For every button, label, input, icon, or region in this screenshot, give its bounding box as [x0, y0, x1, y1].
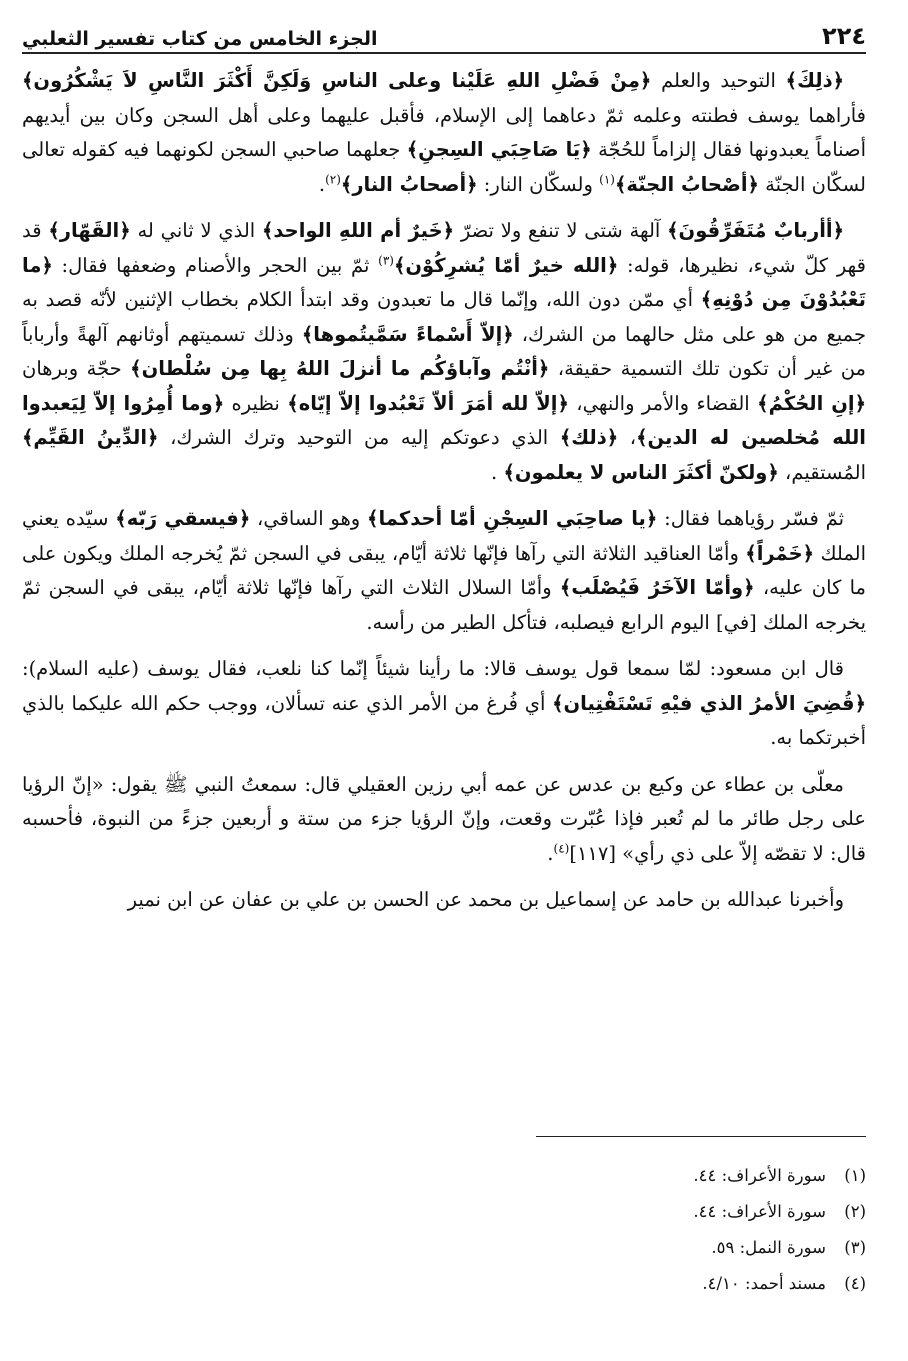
footnote-number: (٣)	[844, 1238, 866, 1257]
quran-quote: ﴿وما أُمِرُوا إلاّ لِيَعبدوا الله مُخلصين له الدين﴾	[22, 391, 866, 449]
footnote	[22, 1266, 866, 1302]
text-run: حجّة وبرهان	[22, 357, 131, 380]
text-run: وأمّا العناقيد الثلاثة التي رآها فإنّها ثلاثة أيّام، يبقى في السجن ثمّ يُخرجه الملك ويكون على ما كان عليه،	[22, 541, 866, 599]
quran-quote: ﴿أنْتُم وآباؤكُم ما أنزلَ اللهُ بِها مِن سُلْطان﴾	[130, 357, 550, 380]
paragraph	[22, 214, 866, 490]
header-title: الجزء الخامس من كتاب تفسير الثعلبي	[22, 28, 378, 50]
quran-quote: ﴿إلاّ أَسْماءً سَمَّيتُموها﴾	[301, 322, 514, 346]
text-run: .	[491, 460, 504, 484]
paragraph	[22, 883, 866, 918]
paragraph	[22, 502, 866, 640]
quran-quote: ﴿ذلك﴾	[559, 426, 619, 449]
page-number: ٢٢٤	[822, 22, 866, 50]
text-run: الذي لا ثاني له	[130, 219, 262, 242]
text-run: .	[318, 172, 326, 196]
text-run: ،	[618, 426, 637, 449]
book-page	[22, 10, 866, 1361]
footnote-number: (١)	[844, 1166, 866, 1185]
text-run: وهو الساقي،	[250, 507, 368, 530]
text-run: قال ابن مسعود: لمّا سمعا قول يوسف قالا: ما رأينا شيئاً إنّما كنا نلعب، فقال يوسف (عليه السلام):	[22, 657, 844, 680]
quran-quote: ﴿الله خيرٌ أمّا يُشرِكُوْن﴾	[393, 253, 619, 277]
footnote-ref: (٤)	[553, 841, 570, 855]
text-run: ثمّ بين الحجر والأصنام وضعفها فقال:	[52, 253, 379, 277]
quran-quote: ﴿قُضِيَ الأمرُ الذي فيْهِ تَسْتَفْتِيان﴾	[552, 691, 867, 715]
footnote	[22, 1230, 866, 1266]
paragraph	[22, 652, 866, 756]
footnote-number: (٤)	[844, 1274, 866, 1293]
text-run: وأخبرنا عبدالله بن حامد عن إسماعيل بن محمد عن الحسن بن علي بن عفان عن ابن نمير	[127, 888, 844, 911]
text-run: الذي دعوتكم إليه من التوحيد وترك الشرك،	[158, 426, 560, 449]
text-run: وذلك تسميتهم أوثانهم آلهةً وأرباباً من غير أن تكون تلك التسمية حقيقة،	[22, 322, 866, 380]
footnote-number: (٢)	[844, 1202, 866, 1221]
quran-quote: ﴿ذلِكَ﴾	[785, 69, 845, 92]
main-text	[22, 64, 866, 918]
text-run: وأمّا السلال الثلاث التي رآها فإنّها ثلاثة أيّام، يبقى في السجن ثمّ يخرجه الملك [في] اليوم الرابع فيصلبه، فتأكل الطير من رأسه.	[22, 576, 866, 634]
quran-quote: ﴿أأربابٌ مُتَفَرِّقُونَ﴾	[667, 219, 845, 242]
quran-quote: ﴿أصْحابُ الجنّة﴾	[614, 172, 759, 196]
quran-quote: ﴿ولكنّ أكثَرَ الناس لا يعلمون﴾	[503, 460, 779, 484]
quran-quote: ﴿مِنْ فَضْلِ اللهِ عَلَيْنا وعلى الناسِ وَلَكِنَّ أَكْثَرَ النَّاسِ لاَ يَشْكُرُون﴾	[22, 69, 652, 92]
footnote-ref: (١)	[599, 172, 615, 186]
quran-quote: ﴿أصحابُ النار﴾	[340, 172, 478, 196]
text-run: أي فُرغ من الأمر الذي عنه تسألان، ووجب حكم الله عليكما بالذي أخبرتكما به.	[22, 691, 866, 749]
footnote-text: سورة النمل: ٥٩.	[711, 1238, 826, 1257]
footnote-text: سورة الأعراف: ٤٤.	[693, 1166, 826, 1185]
text-run: سيّده يعني الملك	[22, 507, 866, 565]
quran-quote: ﴿القَهّار﴾	[48, 219, 131, 242]
quran-quote: ﴿إنِ الحُكْمُ﴾	[757, 391, 867, 415]
footnote-text: مسند أحمد: ٤/١٠.	[702, 1274, 826, 1293]
text-run: المُستقيم،	[778, 460, 866, 484]
paragraph	[22, 768, 866, 872]
quran-quote: ﴿يَا صَاحِبَي السِجنِ﴾	[406, 138, 592, 161]
footnote	[22, 1194, 866, 1230]
text-run: معلّى بن عطاء عن وكيع بن عدس عن عمه أبي رزين العقيلي قال: سمعتُ النبي ﷺ يقول: «إنّ الرؤيا على رجل طائر ما لم تُعبر فإذا عُبّرت وقعت، وإنّ الرؤيا جزء من ستة و أربعين جزءً من النبوة، فأحسبه قال: لا تقصّه إلاّ على ذي رأي» [١١٧]	[22, 772, 866, 865]
footnote-divider	[536, 1136, 866, 1137]
text-run: فأراهما يوسف فطنته وعلمه ثمّ دعاهما إلى الإسلام، فأقبل عليهما وعلى أهل السجن وكان بين أيديهم أصناماً يعبدونها فقال إلزاماً للحُجّة	[22, 103, 867, 161]
running-header	[22, 10, 866, 54]
text-run: أي ممّن دون الله، وإنّما قال ما تعبدون وقد ابتدأ الكلام بخطاب الإثنين لأنّه قصد به جميع من هو على مثل حالهما من الشرك،	[22, 288, 866, 346]
footnote-ref: (٢)	[325, 172, 341, 186]
quran-quote: ﴿ما تَعْبُدُوْنَ مِن دُوْنِهِ﴾	[22, 253, 866, 311]
text-run: .	[547, 841, 554, 865]
footnote-ref: (٣)	[378, 253, 394, 267]
footnote-text: سورة الأعراف: ٤٤.	[693, 1202, 826, 1221]
text-run: نظيره	[224, 391, 288, 415]
text-run: القضاء والأمر والنهي،	[568, 391, 758, 415]
quran-quote: ﴿الدِّينُ القَيِّم﴾	[22, 426, 159, 449]
text-run: التوحيد والعلم	[651, 69, 786, 92]
quran-quote: ﴿يا صاحِبَي السِجْنِ أمّا أحدكما﴾	[367, 507, 658, 530]
quran-quote: ﴿خَيرٌ أم اللهِ الواحد﴾	[261, 219, 455, 242]
text-run: آلهة شتى لا تنفع ولا تضرّ	[454, 219, 668, 242]
text-run: جعلهما صاحبي السجن لكونهما فيه كقوله تعالى لسكّان الجنّة	[22, 138, 866, 196]
text-run: ولسكّان النار:	[477, 172, 600, 196]
footnote	[22, 1158, 866, 1194]
quran-quote: ﴿وأمّا الآخَرُ فَيُصْلَب﴾	[559, 576, 755, 599]
quran-quote: ﴿خَمْراً﴾	[745, 541, 815, 565]
footnotes	[22, 1158, 866, 1302]
text-run: قد قهر كلّ شيء، نظيرها، قوله:	[22, 219, 866, 277]
quran-quote: ﴿فيسقي رَبّه﴾	[115, 507, 251, 530]
text-run: ثمّ فسّر رؤياهما فقال:	[657, 507, 845, 530]
paragraph	[22, 64, 866, 202]
quran-quote: ﴿إلاّ لله أمَرَ ألاّ تَعْبُدوا إلاّ إيّاه﴾	[287, 391, 569, 415]
